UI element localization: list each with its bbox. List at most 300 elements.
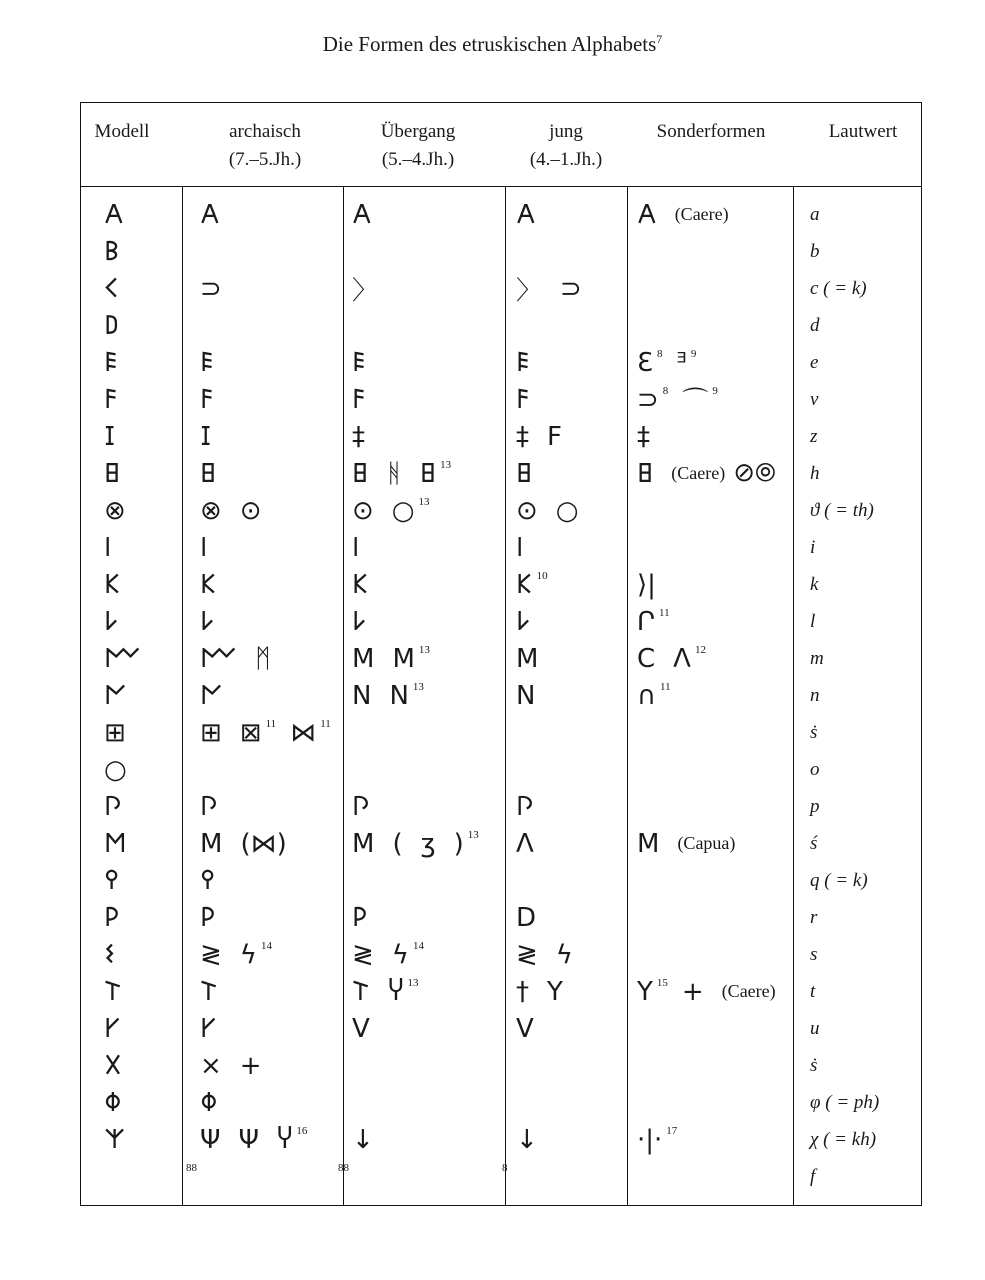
cell-sond	[637, 270, 797, 307]
letter-glyph: V	[352, 1013, 370, 1044]
letter-glyph: Ψ	[200, 1124, 221, 1155]
letter-glyph: ≷	[516, 939, 538, 970]
cell-jung	[516, 973, 626, 1010]
cell-arch	[200, 196, 350, 233]
letter-glyph: M	[392, 643, 415, 674]
letter-glyph: (	[392, 828, 403, 859]
cell-sond	[637, 418, 797, 455]
letter-glyph: 𐌇	[352, 458, 369, 489]
footnote-marker: 11	[265, 718, 277, 730]
footnote-marker: 12	[694, 644, 706, 656]
cell-ueb	[352, 196, 502, 233]
letter-glyph: Y	[637, 976, 653, 1007]
cell-sond	[637, 492, 797, 529]
letter-glyph: ‡	[516, 421, 529, 452]
letter-glyph: Ɛ	[637, 347, 653, 378]
cell-ueb	[352, 899, 502, 936]
letter-glyph: 𐌊	[200, 569, 217, 600]
cell-arch	[200, 344, 350, 381]
cell-arch	[200, 529, 350, 566]
cell-modell: 𐌕	[104, 976, 123, 1007]
letter-glyph: M	[352, 828, 375, 859]
letter-glyph: D	[516, 902, 537, 933]
letter-glyph: ᚻ	[386, 458, 402, 489]
letter-glyph: 𐌄	[352, 347, 367, 378]
cell-sond	[637, 788, 797, 825]
letter-glyph: ≷	[352, 939, 374, 970]
cell-sond	[637, 529, 797, 566]
cell-sond	[637, 455, 797, 492]
cell-laut: q ( = k)	[810, 869, 868, 891]
cell-jung	[516, 492, 626, 529]
variant-note: (Caere)	[674, 204, 729, 224]
letter-glyph: ⌒	[682, 387, 709, 417]
table-row	[80, 899, 922, 936]
cell-jung	[516, 307, 626, 344]
footnote-marker: 13	[467, 829, 479, 841]
letter-glyph: M	[516, 643, 539, 674]
cell-ueb	[352, 603, 502, 640]
cell-sond	[637, 677, 797, 714]
footnote-marker: 8	[338, 1162, 344, 1174]
letter-glyph: ‡	[637, 421, 650, 452]
letter-glyph: Ⴤ	[388, 976, 404, 1007]
cell-jung	[516, 566, 626, 603]
table-row	[80, 270, 922, 307]
letter-glyph: 𐌐	[516, 791, 534, 822]
letter-glyph: 𐌐	[352, 791, 370, 822]
letter-glyph: †	[516, 976, 529, 1007]
cell-sond	[637, 640, 797, 677]
letter-glyph: )	[453, 828, 464, 859]
cell-arch	[200, 751, 350, 788]
letter-glyph: ϟ	[391, 939, 409, 970]
header-modell: Modell	[94, 121, 150, 142]
cell-laut: b	[810, 240, 820, 262]
cell-laut: u	[810, 1017, 820, 1039]
cell-sond	[637, 899, 797, 936]
cell-jung	[516, 714, 626, 751]
letter-glyph: ᛗ	[255, 643, 271, 674]
letter-glyph: ·|·	[637, 1124, 663, 1155]
cell-modell: 𐌁	[104, 236, 120, 267]
footnote-marker: 16	[296, 1125, 308, 1137]
cell-laut: χ ( = kh)	[810, 1128, 877, 1150]
letter-glyph: 𐌘	[200, 1087, 218, 1118]
cell-laut: z	[810, 425, 818, 447]
cell-sond	[637, 751, 797, 788]
cell-ueb	[352, 381, 502, 418]
cell-laut: l	[810, 610, 816, 632]
letter-glyph: ⊠	[239, 717, 262, 748]
letter-glyph: 𐌀	[516, 199, 536, 230]
cell-sond	[637, 603, 797, 640]
cell-sond	[637, 307, 797, 344]
letter-glyph: 𐌌	[200, 643, 238, 674]
letter-glyph: ⊙	[239, 495, 262, 526]
cell-ueb	[352, 973, 502, 1010]
letter-glyph: 𐌀	[637, 199, 657, 230]
letter-glyph: ⊞	[200, 717, 222, 748]
letter-glyph: 𐌀	[200, 199, 220, 230]
table-row	[80, 1158, 922, 1195]
letter-glyph: 𐌓	[200, 902, 216, 933]
table-row	[80, 196, 922, 233]
letter-glyph: ᴲ	[676, 347, 687, 378]
cell-jung	[516, 899, 626, 936]
cell-jung	[516, 603, 626, 640]
table-row	[80, 973, 922, 1010]
cell-jung	[516, 862, 626, 899]
table-row	[80, 307, 922, 344]
table-row	[80, 788, 922, 825]
cell-ueb	[338, 1158, 502, 1195]
table-row	[80, 492, 922, 529]
cell-modell: ○	[104, 754, 127, 785]
cell-ueb	[352, 1010, 502, 1047]
cell-ueb	[352, 677, 502, 714]
cell-sond	[637, 1158, 797, 1195]
cell-jung	[516, 1084, 626, 1121]
letter-glyph: N	[389, 680, 409, 711]
cell-jung	[516, 936, 626, 973]
table-row	[80, 714, 922, 751]
cell-laut: k	[810, 573, 819, 595]
cell-ueb	[352, 714, 502, 751]
letter-glyph: N	[516, 680, 536, 711]
header-divider	[80, 186, 922, 187]
table-row	[80, 344, 922, 381]
letter-glyph: 𐌒	[200, 865, 216, 896]
cell-arch	[200, 1084, 350, 1121]
cell-laut: ṡ	[810, 1054, 818, 1076]
cell-laut: h	[810, 462, 820, 484]
cell-ueb	[352, 529, 502, 566]
cell-laut: e	[810, 351, 819, 373]
letter-glyph: +	[681, 976, 704, 1007]
table-body	[80, 196, 922, 1196]
letter-glyph: 𐌇	[516, 458, 533, 489]
letter-glyph: 𐌅	[516, 384, 531, 415]
letter-glyph: 𐌆	[200, 421, 212, 452]
cell-jung	[516, 270, 626, 307]
letter-glyph: ϟ	[555, 939, 573, 970]
letter-glyph: ⊙	[516, 495, 538, 526]
table-row	[80, 936, 922, 973]
letter-glyph: Λ	[673, 643, 691, 674]
header-archaisch: archaisch (7.–5.Jh.)	[228, 121, 302, 170]
cell-modell: 𐌃	[104, 310, 120, 341]
cell-ueb	[352, 1047, 502, 1084]
cell-arch	[200, 640, 350, 677]
cell-arch	[200, 714, 350, 751]
footnote-marker: 8	[502, 1162, 508, 1174]
cell-ueb	[352, 640, 502, 677]
letter-glyph: 𐌀	[352, 199, 372, 230]
letter-glyph: 𐌍	[200, 680, 223, 711]
cell-arch	[200, 1047, 350, 1084]
cell-ueb	[352, 492, 502, 529]
table-row	[80, 640, 922, 677]
cell-laut: v	[810, 388, 819, 410]
footnote-marker: 13	[418, 644, 430, 656]
table-row	[80, 529, 922, 566]
footnote-marker: 17	[666, 1125, 678, 1137]
letter-glyph: ⊃	[200, 273, 222, 304]
letter-glyph: 𐌇	[200, 458, 217, 489]
cell-ueb	[352, 751, 502, 788]
cell-jung	[516, 455, 626, 492]
cell-laut: r	[810, 906, 818, 928]
cell-laut: m	[810, 647, 824, 669]
letter-glyph: ʒ	[420, 828, 436, 859]
cell-modell: 𐌔	[104, 939, 116, 970]
cell-arch	[200, 677, 350, 714]
cell-sond	[637, 233, 797, 270]
letter-glyph: ⋈	[290, 717, 317, 748]
letter-glyph: +	[239, 1050, 262, 1081]
cell-sond	[637, 196, 797, 233]
footnote-marker: 8	[656, 348, 663, 360]
cell-arch	[200, 1121, 350, 1158]
cell-arch	[200, 455, 350, 492]
cell-ueb	[352, 1084, 502, 1121]
letter-glyph: 𐌖	[200, 1013, 217, 1044]
footnote-marker: 11	[660, 681, 671, 693]
letter-glyph: ϟ	[239, 939, 257, 970]
cell-laut: a	[810, 203, 820, 225]
cell-modell: 𐌑	[104, 828, 127, 859]
cell-modell: 𐌘	[104, 1087, 122, 1118]
footnote-marker: 15	[656, 977, 668, 989]
footnote-marker: 8	[662, 385, 669, 397]
cell-ueb	[352, 788, 502, 825]
table-row	[80, 825, 922, 862]
footnote-marker: 14	[412, 940, 424, 952]
cell-modell: 𐌀	[104, 199, 124, 230]
cell-arch	[200, 899, 350, 936]
cell-laut: c ( = k)	[810, 277, 867, 299]
letter-glyph: C	[637, 643, 656, 674]
letter-glyph: V	[516, 1013, 534, 1044]
cell-modell	[104, 1158, 174, 1195]
cell-sond	[637, 973, 797, 1010]
cell-sond	[637, 1047, 797, 1084]
cell-sond	[637, 344, 797, 381]
cell-sond	[637, 936, 797, 973]
footnote-marker: 14	[260, 940, 272, 952]
cell-sond	[637, 1084, 797, 1121]
letter-glyph: ⟩|	[637, 569, 656, 600]
table-row	[80, 381, 922, 418]
footnote-marker: 10	[536, 570, 548, 582]
letter-glyph: ○	[391, 495, 415, 526]
cell-laut: p	[810, 795, 820, 817]
cell-jung	[516, 196, 626, 233]
variant-note: (Caere)	[671, 463, 726, 483]
cell-laut: o	[810, 758, 820, 780]
cell-jung	[516, 344, 626, 381]
letter-glyph: 𐌓	[352, 902, 368, 933]
variant-note: (Caere)	[721, 981, 776, 1001]
letter-glyph: 𐌐	[200, 791, 218, 822]
cell-arch	[200, 381, 350, 418]
cell-sond	[637, 1010, 797, 1047]
footnote-marker: 13	[440, 459, 452, 471]
cell-jung	[502, 1158, 626, 1195]
cell-modell: 𐌇	[104, 458, 121, 489]
cell-modell: 𐌋	[104, 606, 119, 637]
footnote-marker: 13	[418, 496, 430, 508]
cell-laut: f	[810, 1165, 816, 1187]
letter-glyph: 𐌄	[516, 347, 531, 378]
cell-sond	[637, 714, 797, 751]
letter-glyph: F	[547, 421, 562, 452]
cell-modell: 𐌒	[104, 865, 120, 896]
cell-jung	[516, 751, 626, 788]
cell-arch	[200, 936, 350, 973]
letter-glyph: ⊃	[637, 384, 659, 415]
cell-laut: φ ( = ph)	[810, 1091, 880, 1113]
letter-glyph: 𐌅	[352, 384, 367, 415]
letter-glyph: M	[637, 828, 660, 859]
cell-jung	[516, 1121, 626, 1158]
cell-arch	[200, 566, 350, 603]
cell-jung	[516, 1047, 626, 1084]
cell-ueb	[352, 862, 502, 899]
cell-jung	[516, 1010, 626, 1047]
cell-laut: ϑ ( = th)	[810, 499, 874, 521]
letter-glyph: M	[200, 828, 223, 859]
letter-glyph: Λ	[516, 828, 534, 859]
cell-arch	[200, 418, 350, 455]
header-jung: jung (4.–1.Jh.)	[529, 121, 603, 170]
cell-jung	[516, 529, 626, 566]
cell-ueb	[352, 233, 502, 270]
footnote-marker: 11	[659, 607, 670, 619]
cell-ueb	[352, 344, 502, 381]
letter-glyph: ⊙	[352, 495, 374, 526]
letter-glyph: 𐌊	[352, 569, 369, 600]
letter-glyph: (⋈)	[240, 828, 287, 859]
letter-glyph: ≷	[200, 939, 222, 970]
cell-arch	[200, 973, 350, 1010]
page-title: Die Formen des etruskischen Alphabets$^7$	[322, 32, 663, 56]
cell-jung	[516, 825, 626, 862]
cell-arch	[186, 1158, 350, 1195]
cell-modell: 𐌌	[104, 643, 142, 674]
cell-sond	[637, 381, 797, 418]
header-lautwert: Lautwert	[828, 121, 898, 142]
letter-glyph: 𐌉	[352, 532, 360, 563]
table-row	[80, 1121, 922, 1158]
cell-ueb	[352, 1121, 502, 1158]
letter-glyph: 〉	[352, 276, 379, 306]
letter-glyph: 𐌋	[516, 606, 531, 637]
cell-modell: ⊞	[104, 717, 126, 748]
cell-jung	[516, 788, 626, 825]
letter-glyph: ↓	[516, 1124, 538, 1155]
letter-glyph: 𐌊	[516, 569, 533, 600]
cell-modell: 𐌅	[104, 384, 119, 415]
cell-ueb	[352, 455, 502, 492]
letter-glyph: 𐌇	[637, 458, 654, 489]
cell-jung	[516, 233, 626, 270]
cell-jung	[516, 640, 626, 677]
cell-modell: ⊗	[104, 495, 126, 526]
letter-glyph: ∩	[637, 680, 657, 711]
cell-sond	[637, 566, 797, 603]
variant-note: (Capua)	[677, 833, 736, 853]
table-row	[80, 751, 922, 788]
letter-glyph: ↓	[352, 1124, 374, 1155]
cell-jung	[516, 418, 626, 455]
table-row	[80, 233, 922, 270]
cell-arch	[200, 492, 350, 529]
header-uebergang: Übergang (5.–4.Jh.)	[380, 121, 456, 170]
cell-arch	[200, 788, 350, 825]
cell-modell: 𐌖	[104, 1013, 121, 1044]
letter-glyph: 𐌋	[352, 606, 367, 637]
letter-glyph: 𐌕	[200, 976, 219, 1007]
table-row	[80, 862, 922, 899]
table-row	[80, 566, 922, 603]
letter-glyph: ⊘⦾	[733, 458, 776, 488]
cell-sond	[637, 825, 797, 862]
cell-modell: 𐌍	[104, 680, 127, 711]
cell-laut: ṡ	[810, 721, 818, 743]
letter-glyph: 𐌇	[419, 458, 437, 489]
letter-glyph: ‡	[352, 421, 365, 452]
cell-arch	[200, 270, 350, 307]
letter-glyph: N	[352, 680, 372, 711]
letter-glyph: ⊃	[560, 273, 582, 304]
footnote-marker: 13	[412, 681, 424, 693]
cell-modell: 𐌂	[104, 273, 119, 304]
cell-arch	[200, 862, 350, 899]
footnote-marker: 11	[320, 718, 331, 730]
cell-modell: 𐌆	[104, 421, 116, 452]
letter-glyph: 𐌅	[200, 384, 215, 415]
cell-laut: s	[810, 943, 818, 965]
cell-arch	[200, 825, 350, 862]
cell-sond	[637, 862, 797, 899]
letter-glyph: 𐌉	[516, 532, 524, 563]
table-row	[80, 418, 922, 455]
cell-arch	[200, 603, 350, 640]
letter-glyph: 𐌕	[352, 976, 371, 1007]
letter-glyph: Ր	[637, 606, 656, 637]
cell-ueb	[352, 270, 502, 307]
cell-ueb	[352, 418, 502, 455]
cell-arch	[200, 233, 350, 270]
table-row	[80, 455, 922, 492]
letter-glyph: ○	[555, 495, 579, 526]
letter-glyph: M	[352, 643, 375, 674]
letter-glyph: 〉	[516, 276, 543, 306]
letter-glyph: 𐌉	[200, 532, 208, 563]
cell-laut: i	[810, 536, 816, 558]
footnote-marker: 8	[186, 1162, 192, 1174]
letter-glyph: Ψ	[238, 1124, 259, 1155]
table-row	[80, 1084, 922, 1121]
cell-modell: 𐌗	[104, 1050, 122, 1081]
letter-glyph: ×	[200, 1050, 222, 1081]
cell-jung	[516, 677, 626, 714]
cell-arch	[200, 1010, 350, 1047]
cell-laut: n	[810, 684, 820, 706]
table-row	[80, 1010, 922, 1047]
